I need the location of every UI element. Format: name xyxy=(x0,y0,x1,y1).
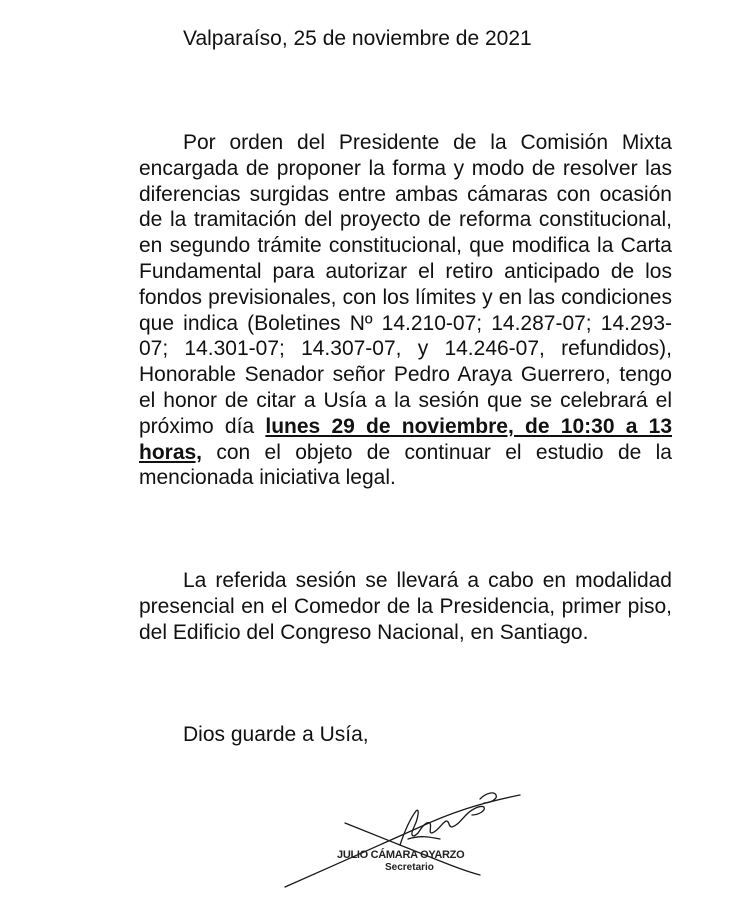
closing-line: Dios guarde a Usía, xyxy=(183,723,369,746)
paragraph-citation xyxy=(139,130,672,491)
handwritten-signature xyxy=(280,775,540,895)
location-text: La referida sesión se llevará a cabo en modalidad presencial en el Comedor de la Presidencia, primer piso, del Edificio del Congreso Nacional, en Santiago. xyxy=(139,569,672,644)
paragraph-location xyxy=(139,568,672,645)
citation-text-start: Por orden del Presidente de la Comisión Mixta encargada de proponer la forma y modo de resolver las diferencias surgidas entre ambas cámaras con ocasión de la tramitación del proyecto de reforma constitucional, en segundo trámite constitucional, que modifica la Carta Fundamental para autorizar el retiro anticipado de los fondos previsionales, con los límites y en las condiciones que indica (Boletines Nº 14.210-07; 14.287-07; 14.293-07; 14.301-07; 14.307-07, y 14.246-07, refundidos), Honorable Senador señor Pedro Araya Guerrero, tengo el honor de citar a Usía a la sesión que se celebrará el próximo día xyxy=(139,131,672,438)
citation-text-end: con el objeto de continuar el estudio de la mencionada iniciativa legal. xyxy=(139,440,672,490)
session-date-highlight: lunes 29 de noviembre, de 10:30 a 13 horas, xyxy=(139,414,672,464)
date-line: Valparaíso, 25 de noviembre de 2021 xyxy=(183,27,532,50)
signatory-role: Secretario xyxy=(385,862,434,873)
signatory-name: JULIO CÁMARA OYARZO xyxy=(337,849,465,861)
